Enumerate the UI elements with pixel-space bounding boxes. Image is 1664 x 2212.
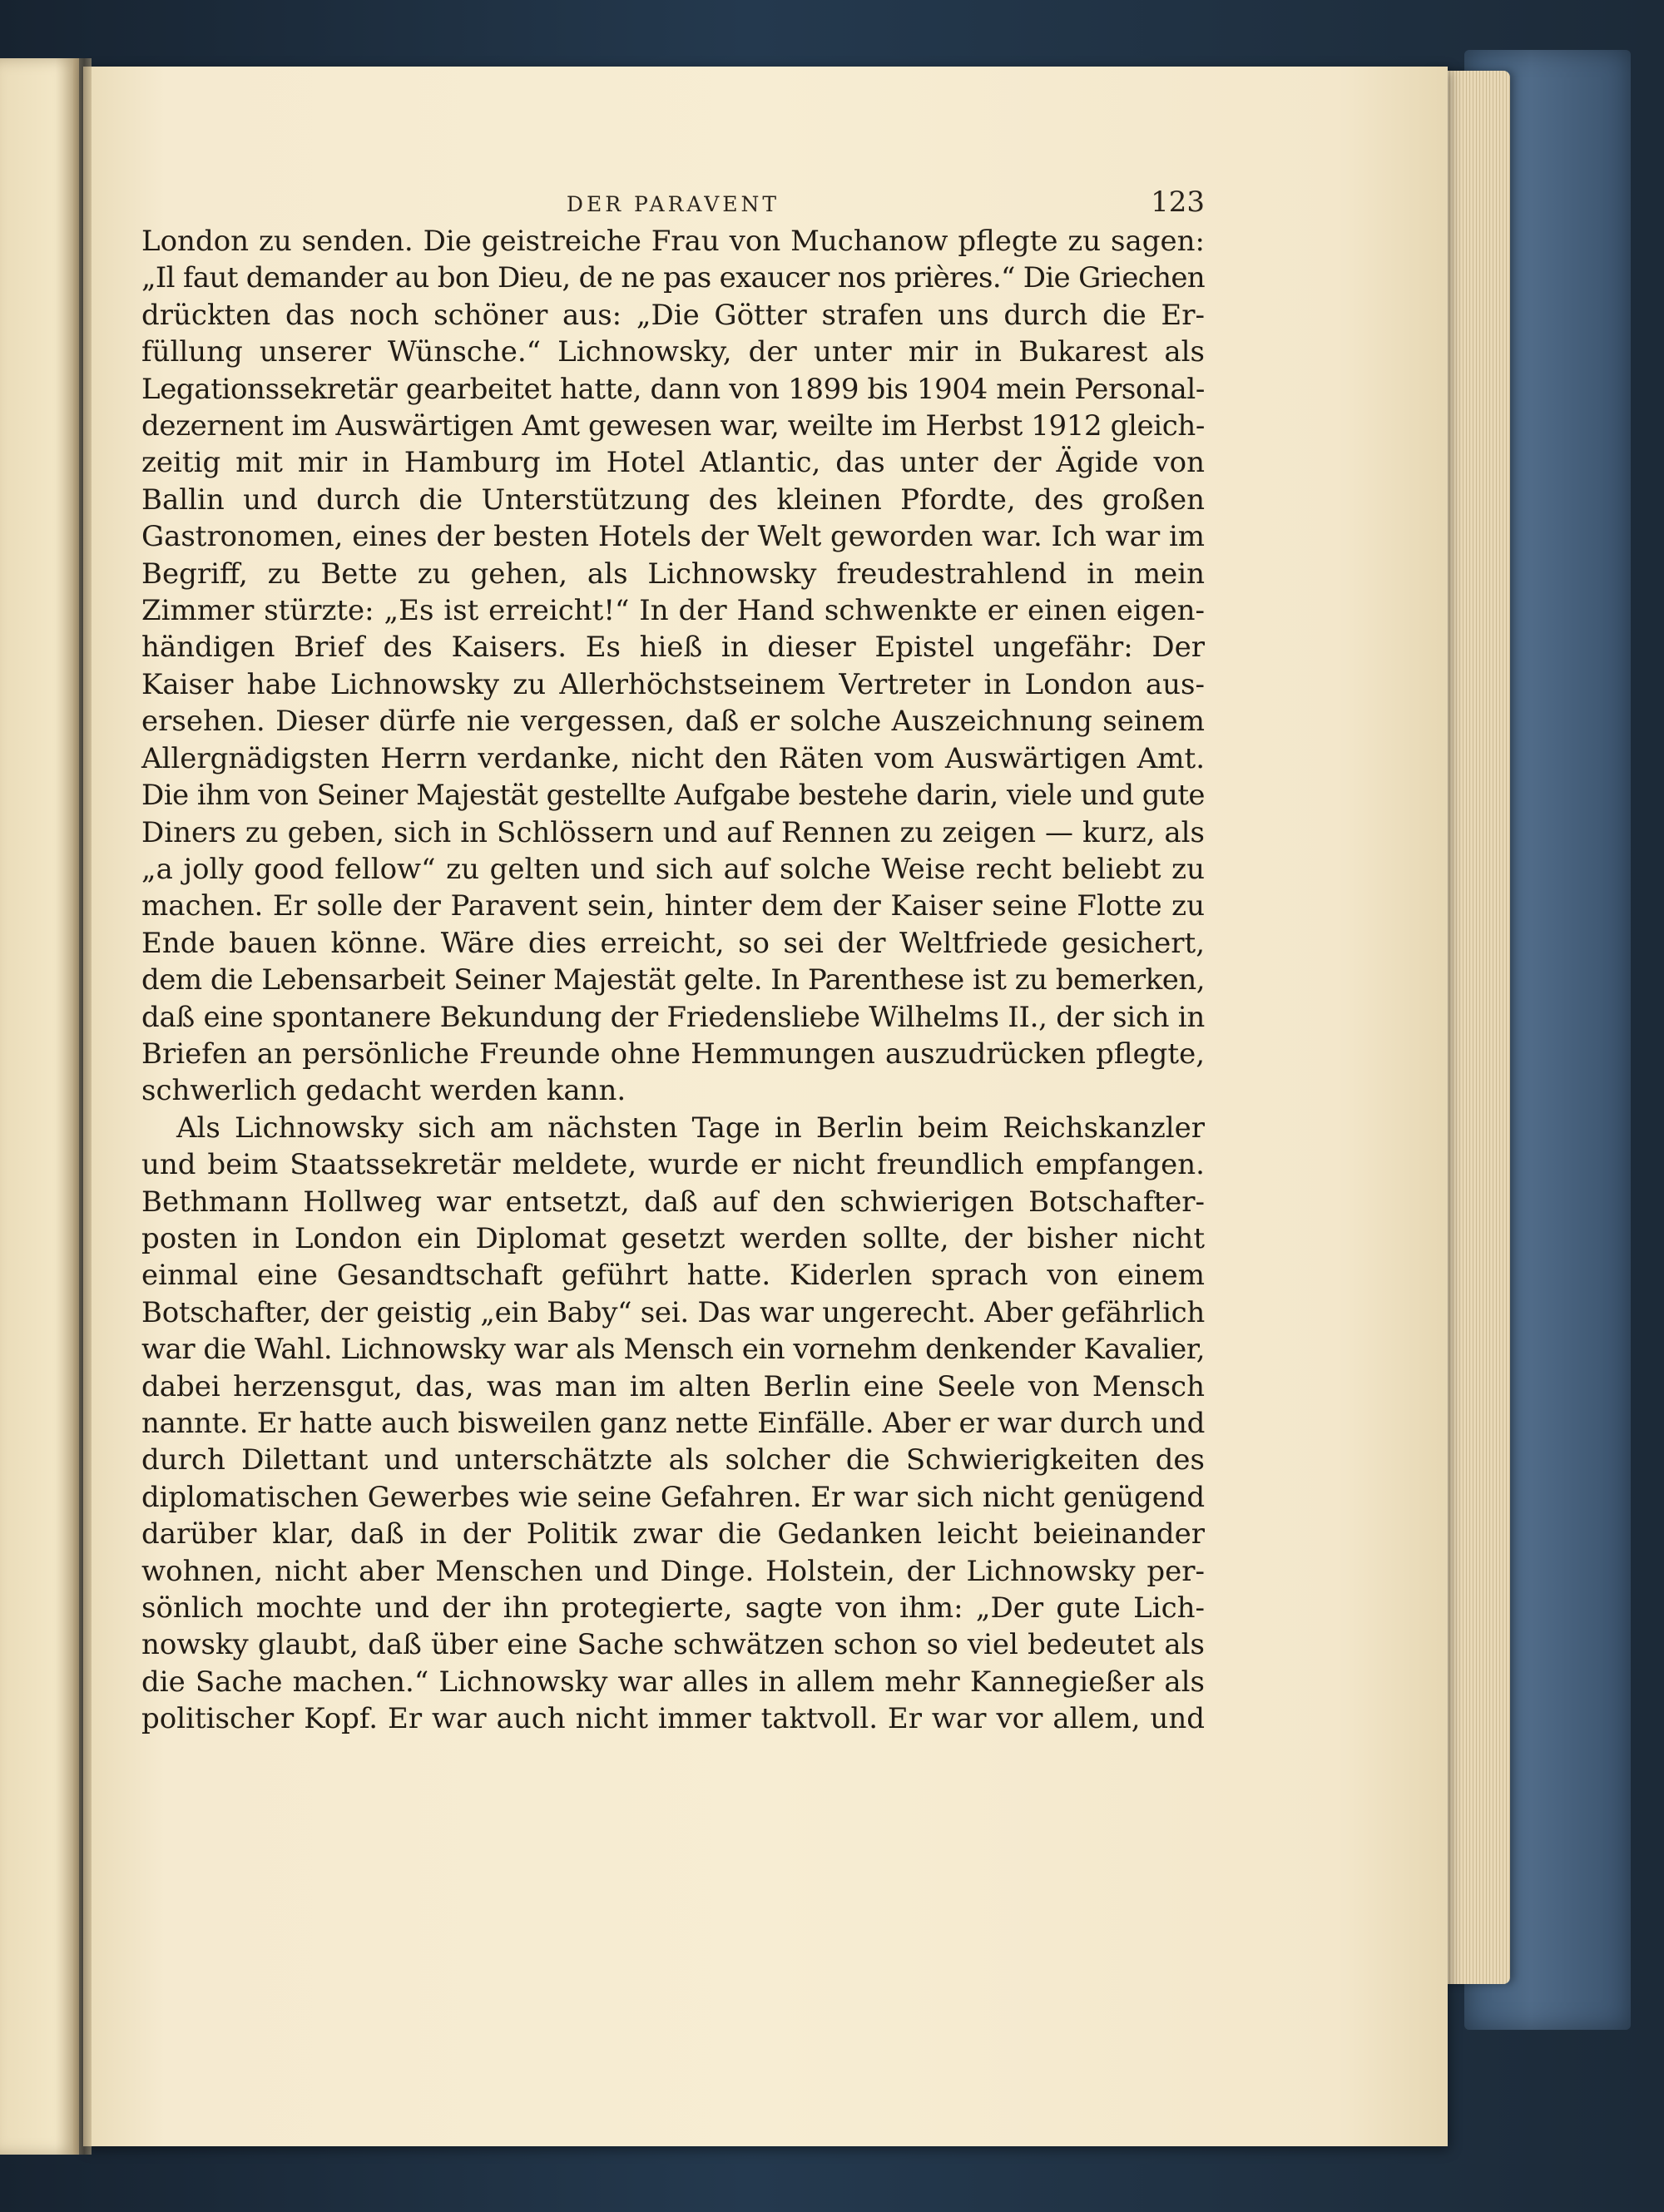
text-line: Ende bauen könne. Wäre dies erreicht, so sei der Weltfriede gesichert, xyxy=(141,926,1206,960)
text-line: „Il faut demander au bon Dieu, de ne pas exaucer nos prières.“ Die Griechen xyxy=(141,261,1205,295)
text-line: „a jolly good fellow“ zu gelten und sich auf solche Weise recht beliebt zu xyxy=(141,852,1205,886)
running-head: DER PARAVENT xyxy=(566,192,780,216)
text-line: darüber klar, daß in der Politik zwar die Gedanken leicht beieinander xyxy=(141,1517,1205,1551)
text-line: daß eine spontanere Bekundung der Friedensliebe Wilhelms II., der sich in xyxy=(141,1000,1206,1034)
text-line: Kaiser habe Lichnowsky zu Allerhöchstseinem Vertreter in London aus- xyxy=(141,667,1205,701)
text-line: Zimmer stürzte: „Es ist erreicht!“ In der Hand schwenkte er einen eigen- xyxy=(141,594,1205,628)
text-line: Ballin und durch die Unterstützung des kleinen Pfordte, des großen xyxy=(141,482,1206,517)
text-line: füllung unserer Wünsche.“ Lichnowsky, der unter mir in Bukarest als xyxy=(141,335,1205,369)
text-line: wohnen, nicht aber Menschen und Dinge. Holstein, der Lichnowsky per- xyxy=(141,1554,1205,1588)
text-line: Briefen an persönliche Freunde ohne Hemmungen auszudrücken pflegte, xyxy=(141,1037,1205,1071)
text-line: Begriff, zu Bette zu gehen, als Lichnowsky freudestrahlend in mein xyxy=(141,557,1205,591)
text-line: dem die Lebensarbeit Seiner Majestät gelte. In Parenthese ist zu bemerken, xyxy=(141,963,1205,997)
text-line: Bethmann Hollweg war entsetzt, daß auf den schwierigen Botschafter- xyxy=(141,1185,1205,1219)
text-line: zeitig mit mir in Hamburg im Hotel Atlantic, das unter der Ägide von xyxy=(141,446,1205,480)
facing-page-edge xyxy=(0,58,79,2155)
body-text xyxy=(141,223,1205,1738)
text-line: Allergnädigsten Herrn verdanke, nicht den Räten vom Auswärtigen Amt. xyxy=(141,741,1205,775)
page-number: 123 xyxy=(1151,186,1205,219)
text-line: durch Dilettant und unterschätzte als solcher die Schwierigkeiten des xyxy=(141,1443,1205,1477)
text-line: Botschafter, der geistig „ein Baby“ sei. Das war ungerecht. Aber gefährlich xyxy=(141,1295,1206,1329)
book-gutter xyxy=(73,58,92,2155)
text-line: diplomatischen Gewerbes wie seine Gefahren. Er war sich nicht genügend xyxy=(141,1480,1206,1514)
text-line: dezernent im Auswärtigen Amt gewesen war, weilte im Herbst 1912 gleich- xyxy=(141,409,1205,443)
text-line: und beim Staatssekretär meldete, wurde er nicht freundlich empfangen. xyxy=(141,1148,1205,1182)
text-line: Legationssekretär gearbeitet hatte, dann von 1899 bis 1904 mein Personal- xyxy=(141,372,1206,406)
text-line: dabei herzensgut, das, was man im alten Berlin eine Seele von Mensch xyxy=(141,1369,1205,1403)
text-line: politischer Kopf. Er war auch nicht immer taktvoll. Er war vor allem, und xyxy=(141,1702,1205,1736)
text-line: schwerlich gedacht werden kann. xyxy=(141,1074,626,1108)
text-line: war die Wahl. Lichnowsky war als Mensch ein vornehm denkender Kavalier, xyxy=(141,1333,1206,1367)
text-line: Diners zu geben, sich in Schlössern und auf Rennen zu zeigen — kurz, als xyxy=(141,815,1205,849)
text-line: machen. Er solle der Paravent sein, hinter dem der Kaiser seine Flotte zu xyxy=(141,889,1205,923)
text-line: Die ihm von Seiner Majestät gestellte Aufgabe bestehe darin, viele und gute xyxy=(141,779,1205,813)
text-line: Als Lichnowsky sich am nächsten Tage in Berlin beim Reichskanzler xyxy=(176,1111,1205,1145)
text-line: Gastronomen, eines der besten Hotels der Welt geworden war. Ich war im xyxy=(141,520,1206,554)
text-line: nowsky glaubt, daß über eine Sache schwätzen schon so viel bedeutet als xyxy=(141,1628,1206,1662)
text-line: ersehen. Dieser dürfe nie vergessen, daß er solche Auszeichnung seinem xyxy=(141,705,1205,739)
text-line: nannte. Er hatte auch bisweilen ganz nette Einfälle. Aber er war durch und xyxy=(141,1407,1206,1440)
text-line: posten in London ein Diplomat gesetzt werden sollte, der bisher nicht xyxy=(141,1221,1205,1255)
paragraph xyxy=(141,1110,1205,1738)
text-line: drückten das noch schöner aus: „Die Götter strafen uns durch die Er- xyxy=(141,298,1205,332)
text-line: händigen Brief des Kaisers. Es hieß in dieser Epistel ungefähr: Der xyxy=(141,631,1205,665)
paragraph xyxy=(141,223,1205,1110)
text-line: London zu senden. Die geistreiche Frau von Muchanow pflegte zu sagen: xyxy=(141,225,1205,258)
text-line: sönlich mochte und der ihn protegierte, sagte von ihm: „Der gute Lich- xyxy=(141,1591,1205,1626)
text-line: die Sache machen.“ Lichnowsky war alles in allem mehr Kannegießer als xyxy=(141,1665,1205,1699)
text-line: einmal eine Gesandtschaft geführt hatte. Kiderlen sprach von einem xyxy=(141,1259,1205,1293)
